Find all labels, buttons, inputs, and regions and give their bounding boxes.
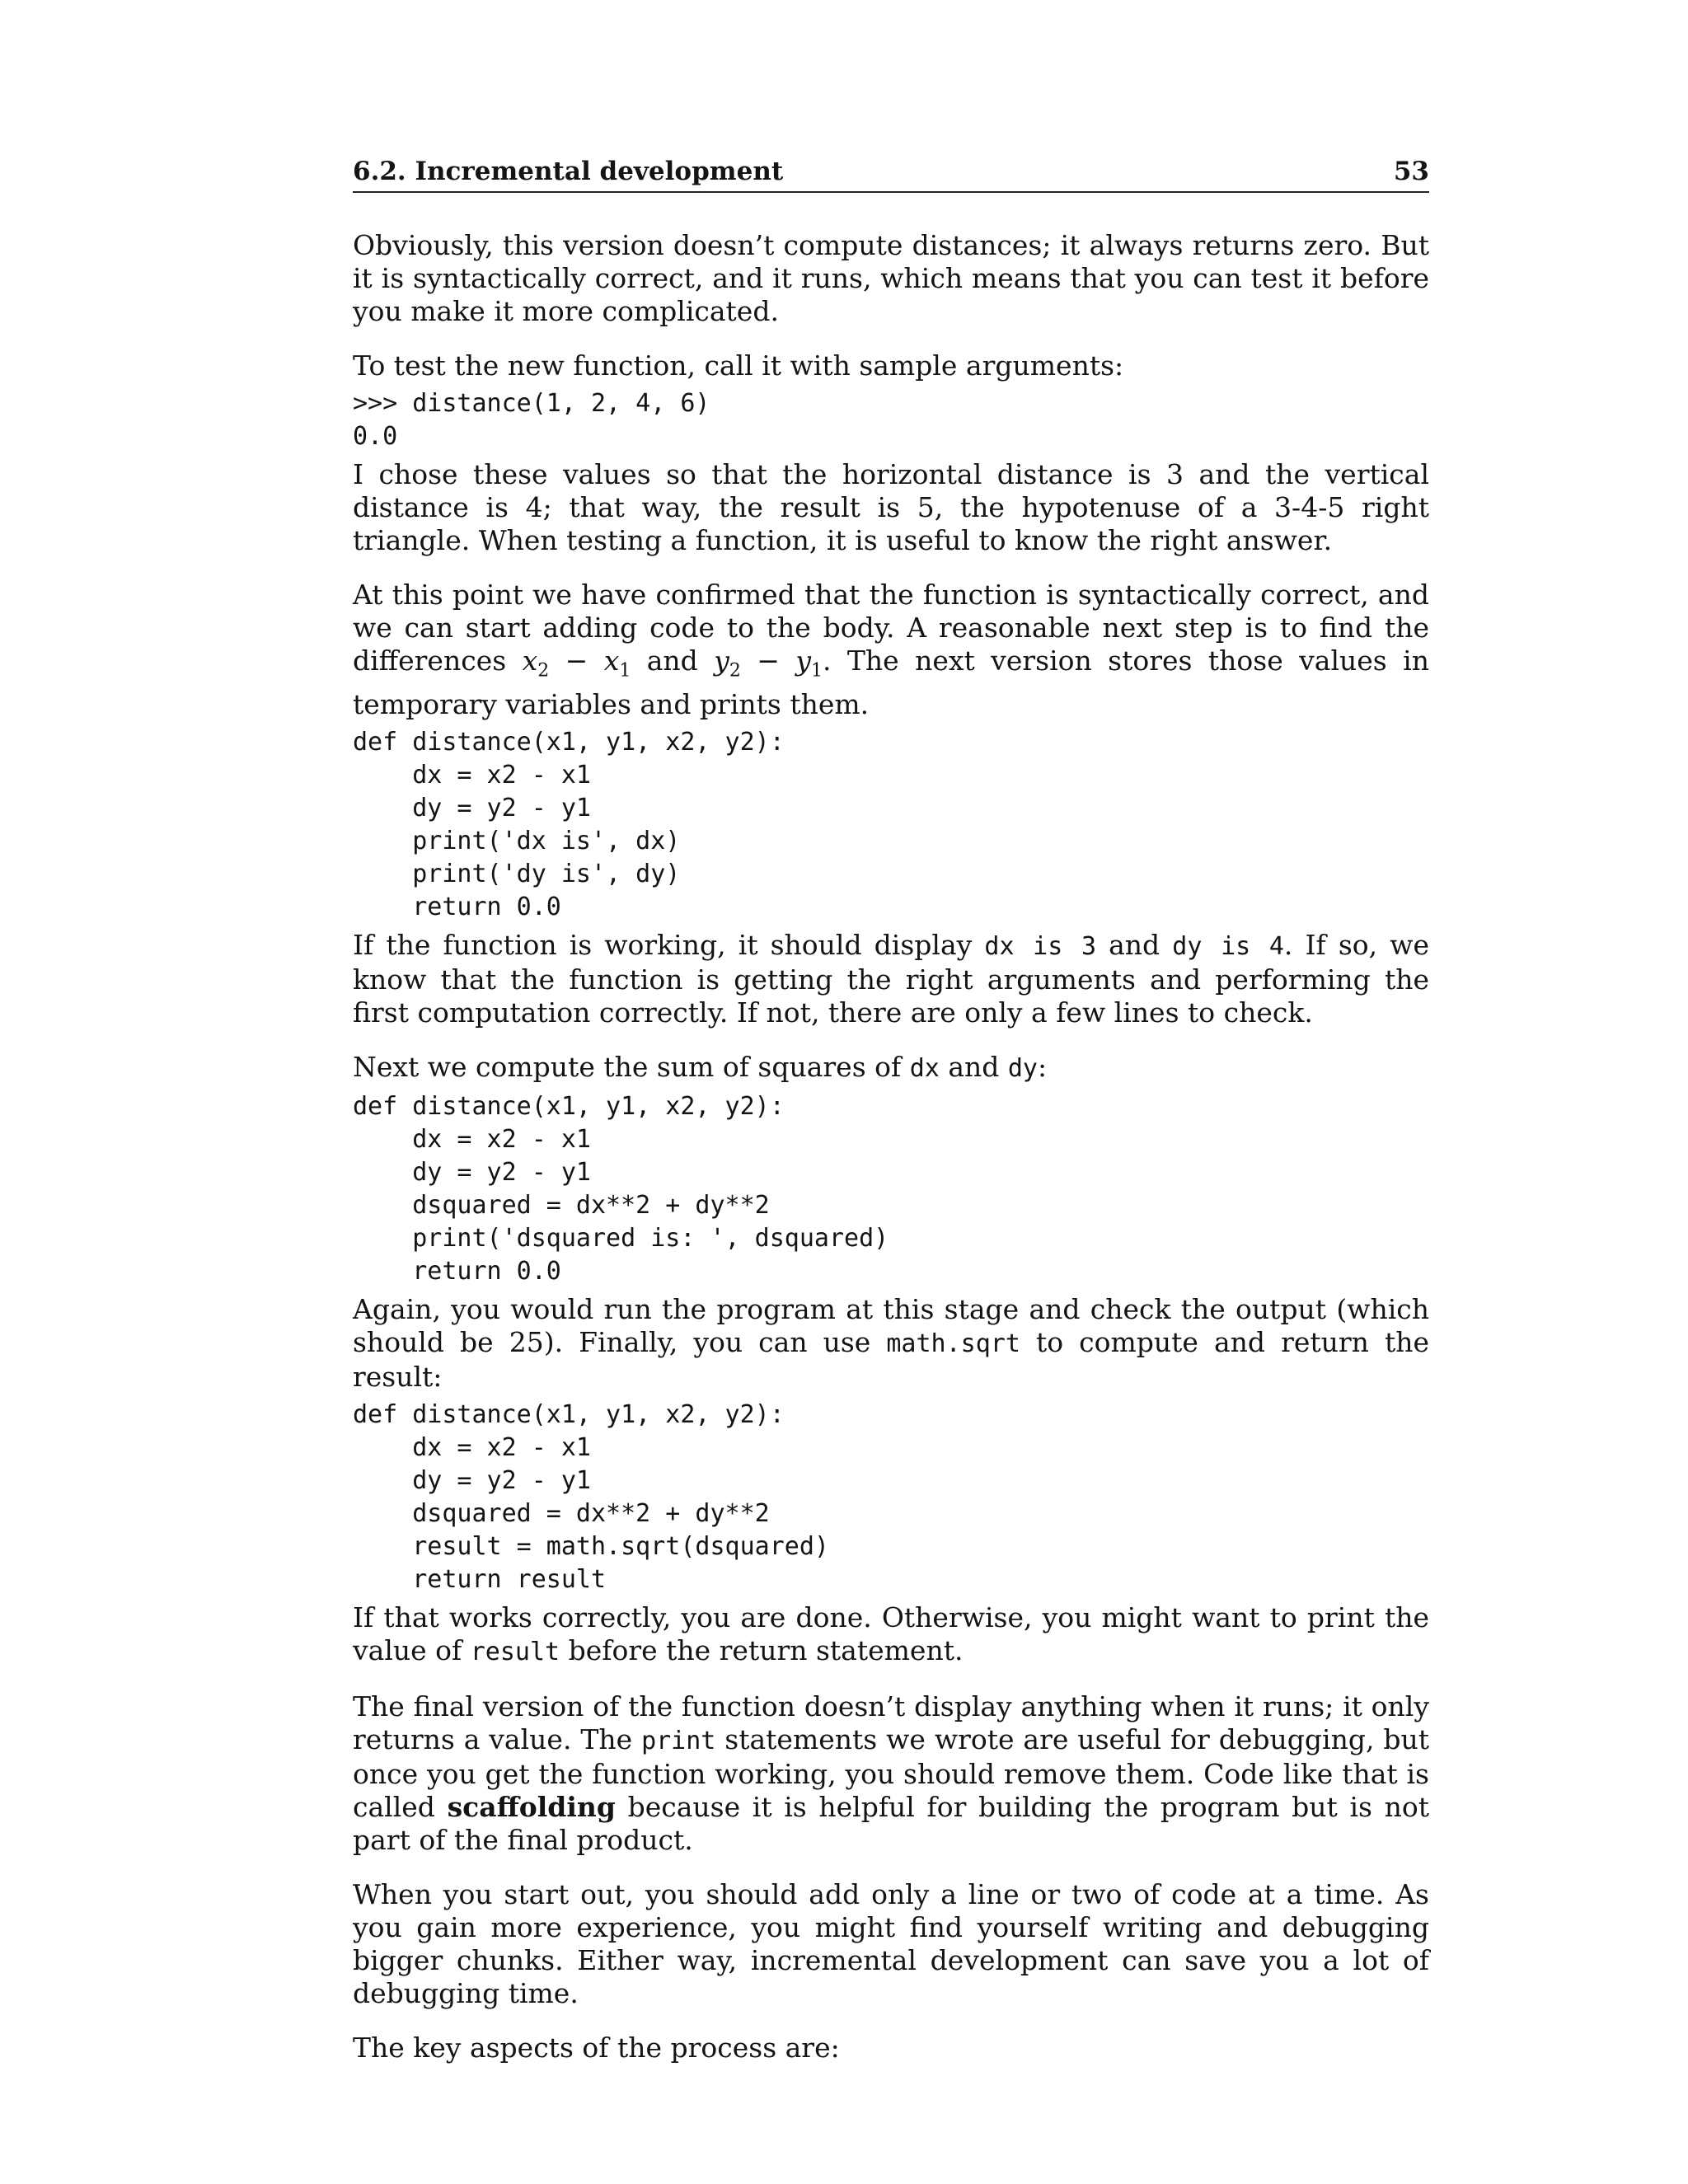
document-page <box>353 157 1429 2086</box>
paragraph-5: If the function is working, it should display dx is 3 and dy is 4. If so, we know that the function is getting the right arguments and performing the first computation correctly. If not, there are only a few lines to check. <box>353 928 1430 1029</box>
paragraph-4 <box>353 579 1429 721</box>
math-y2-minus-y1: $y_2 - y_1$ <box>714 644 823 682</box>
inline-code: dx <box>909 1053 940 1083</box>
code-block-2: def distance(x1, y1, x2, y2): dx = x2 - x1 dy = y2 - y1 print('dx is', dx) print('dy is', dy) return 0.0 <box>353 727 785 921</box>
section-title: 6.2. Incremental development <box>353 157 784 186</box>
text-run: . The next version stores those values in temporary variables and prints them. <box>353 644 1429 720</box>
paragraph-8: If that works correctly, you are done. Otherwise, you might want to print the value of result before the return statement. <box>353 1601 1429 1666</box>
paragraph-2: To test the new function, call it with sample arguments: <box>353 349 1124 382</box>
code-block-1: >>> distance(1, 2, 4, 6) 0.0 <box>353 389 710 451</box>
paragraph-10: When you start out, you should add only a line or two of code at a time. As you gain more experience, you might find yourself writing and debugging bigger chunks. Either way, incremental development can save you a lot of debugging time. <box>353 1877 1429 2009</box>
text-run: At this point we have confirmed that the function is syntactically correct, and we can start adding code to the body. A reasonable next step is to find the differences <box>353 579 1429 677</box>
paragraph-1: Obviously, this version doesn’t compute distances; it always returns zero. But it is syntactically correct, and it runs, which means that you can test it before you make it more complicated. <box>353 229 1429 327</box>
inline-code: dy <box>1007 1053 1038 1083</box>
paragraph-3: I chose these values so that the horizontal distance is 3 and the vertical distance is 4; that way, the result is 5, the hypotenuse of a 3-4-5 right triangle. When testing a function, it is useful to know the right answer. <box>353 458 1429 556</box>
math-x2-minus-x1: $x_2 - x_1$ <box>522 644 631 682</box>
paragraph-11: The key aspects of the process are: <box>353 2031 840 2064</box>
running-header <box>353 157 1429 193</box>
paragraph-9: The final version of the function doesn’t display anything when it runs; it only returns a value. The print statements we wrote are useful for debugging, but once you get the function working, you should remove them. Code like that is called scaffolding because it is helpful for building the program but is not part of the final product. <box>353 1690 1429 1856</box>
inline-code: dy is 4 <box>1172 931 1284 961</box>
inline-code: result <box>470 1637 560 1666</box>
paragraph-6: Next we compute the sum of squares of dx and dy: <box>353 1050 1048 1083</box>
term-scaffolding: scaffolding <box>447 1790 616 1823</box>
paragraph-7: Again, you would run the program at this stage and check the output (which should be 25). Finally, you can use math.sqrt to compute and return the result: <box>353 1292 1429 1393</box>
inline-code: print <box>641 1726 716 1755</box>
text-run: and <box>631 644 715 677</box>
code-block-4: def distance(x1, y1, x2, y2): dx = x2 - x1 dy = y2 - y1 dsquared = dx**2 + dy**2 result = math.sqrt(dsquared) return result <box>353 1399 829 1594</box>
inline-code: math.sqrt <box>886 1329 1020 1358</box>
page-number: 53 <box>1393 157 1429 186</box>
code-block-3: def distance(x1, y1, x2, y2): dx = x2 - x1 dy = y2 - y1 dsquared = dx**2 + dy**2 print('dsquared is: ', dsquared) return 0.0 <box>353 1091 889 1286</box>
inline-code: dx is 3 <box>984 931 1097 961</box>
